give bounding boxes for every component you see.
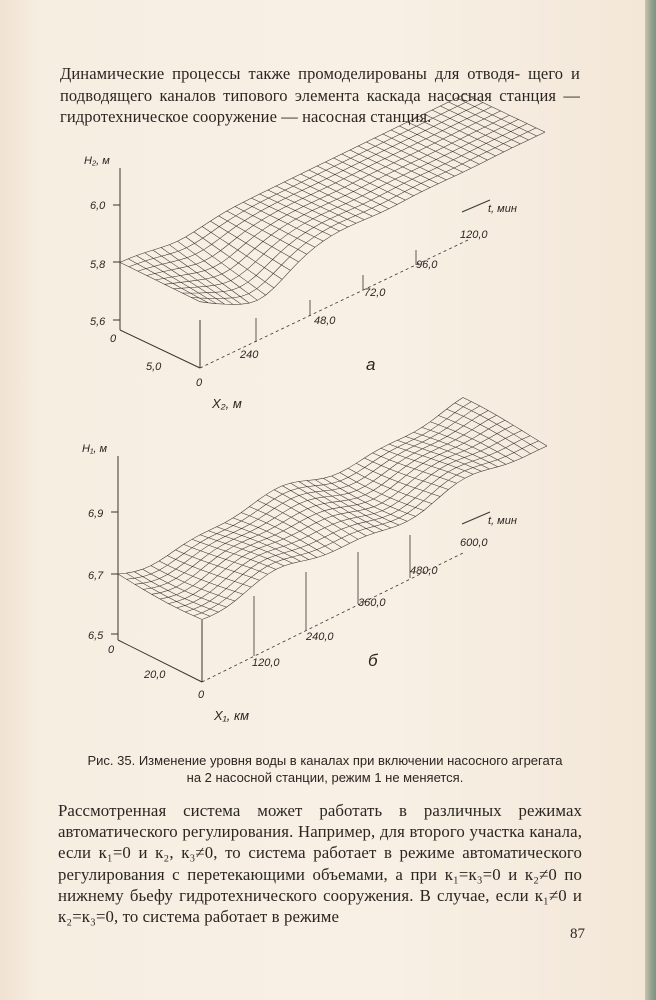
mesh-line bbox=[457, 98, 537, 136]
mesh-line bbox=[332, 476, 416, 516]
caption-line: на 2 насосной станции, режим 1 не меняется. bbox=[186, 770, 464, 785]
z-tick-label-a: 5,6 bbox=[90, 316, 106, 328]
mesh-line bbox=[186, 237, 266, 295]
mesh-line bbox=[135, 406, 480, 584]
z-tick-label-a: 5,8 bbox=[90, 259, 106, 271]
mesh-line bbox=[422, 427, 506, 464]
mesh-line bbox=[182, 124, 527, 294]
panel-letter-b: б bbox=[368, 651, 378, 670]
t-tick-label-a: 72,0 bbox=[364, 287, 386, 299]
page-number: 87 bbox=[570, 926, 585, 942]
mesh-line bbox=[432, 110, 512, 148]
mesh-line bbox=[184, 544, 268, 574]
z-axis-label-b: H₁, м bbox=[82, 443, 108, 455]
t-tick-label-b: 240,0 bbox=[306, 631, 334, 643]
panel-letter-a: а bbox=[366, 355, 376, 374]
mesh-line bbox=[136, 256, 216, 304]
mesh-line bbox=[177, 431, 522, 608]
mesh-line bbox=[118, 574, 202, 620]
mesh-line bbox=[284, 182, 364, 220]
t-axis-label-a: t, мин bbox=[488, 203, 517, 215]
mesh-line bbox=[317, 166, 397, 205]
mesh-line bbox=[399, 126, 479, 164]
x-tick-label-a: 5,0 bbox=[146, 361, 162, 373]
text-line: автоматического регулирования. Например, для второго участка bbox=[58, 822, 525, 842]
text-line: щего и подводящего каналов типового элемента каскада насосная bbox=[60, 64, 580, 105]
mesh-line bbox=[258, 501, 342, 548]
t-tick-label-a: 96,0 bbox=[416, 259, 438, 271]
t-tick-label-b: 480,0 bbox=[410, 565, 438, 577]
mesh-line bbox=[375, 138, 455, 176]
t-arrow-a bbox=[462, 200, 490, 212]
z-tick-label-b: 6,9 bbox=[88, 508, 104, 520]
t-tick-label-b: 120,0 bbox=[252, 657, 280, 669]
mesh-line bbox=[358, 146, 438, 184]
x-tick-label-b: 0 bbox=[108, 644, 115, 656]
text-line: Динамические процессы также промоделированы для отводя- bbox=[60, 64, 521, 83]
t-tick-label-a: 120,0 bbox=[460, 229, 488, 241]
text-line: автоматического регулирования с перетекающими объемами, а при bbox=[58, 843, 582, 884]
t-tick-label-b: 360,0 bbox=[358, 597, 386, 609]
mesh-line bbox=[126, 402, 471, 580]
x-tick-label-a: 0 bbox=[110, 333, 117, 345]
mesh-line bbox=[309, 170, 389, 209]
z-axis-label-a: H₂, м bbox=[84, 155, 110, 167]
mesh-line bbox=[373, 453, 457, 483]
mesh-line bbox=[217, 527, 301, 562]
mesh-line bbox=[200, 132, 545, 304]
x-tick-label-b: 20,0 bbox=[144, 669, 166, 681]
mesh-line bbox=[208, 531, 292, 564]
mesh-line bbox=[160, 420, 505, 599]
mesh-line bbox=[315, 480, 399, 525]
text-line: канала, если к₁=0 и к₂, к₃≠0, то система работает в режиме bbox=[58, 822, 582, 863]
mesh-line bbox=[260, 194, 340, 231]
mesh-line bbox=[161, 248, 241, 305]
t-tick-label-a: 240 bbox=[240, 349, 259, 361]
text-line: Рассмотренная система может работать в различных режимах bbox=[58, 801, 582, 820]
mesh-line bbox=[151, 566, 235, 601]
z-tick-label-a: 6,0 bbox=[90, 200, 106, 212]
mesh-line bbox=[156, 111, 501, 280]
t-tick-label-a: 48,0 bbox=[314, 315, 336, 327]
surface-mesh-a bbox=[120, 94, 545, 304]
mesh-line bbox=[430, 422, 514, 462]
x-axis-label-a: X₂, м bbox=[212, 396, 242, 411]
z-tick-label-b: 6,7 bbox=[88, 570, 104, 582]
t-axis-label-b: t, мин bbox=[488, 515, 517, 527]
mesh-line bbox=[440, 106, 520, 144]
t-arrow-b bbox=[462, 512, 490, 524]
mesh-line bbox=[424, 114, 504, 152]
x-tick-label-a: 0 bbox=[196, 377, 203, 389]
caption-line: Рис. 35. Изменение уровня воды в каналах при включении насосного агрегата bbox=[87, 753, 563, 768]
mesh-line bbox=[152, 415, 497, 594]
mesh-line bbox=[366, 142, 446, 180]
t-tick-label-b: 600,0 bbox=[460, 537, 488, 549]
mesh-line bbox=[153, 250, 233, 304]
mesh-line bbox=[168, 425, 513, 603]
x-tick-label-b: 0 bbox=[198, 689, 205, 701]
mesh-line bbox=[173, 119, 518, 288]
mesh-line bbox=[219, 216, 299, 262]
mesh-line bbox=[408, 122, 488, 160]
mesh-line bbox=[225, 523, 309, 560]
mesh-line bbox=[276, 186, 356, 223]
mesh-line bbox=[465, 94, 545, 132]
text-line: станция — гидротехническое сооружение — насосная станция. bbox=[60, 85, 580, 126]
text-line: к₁=к₃=0 и к₂≠0 по нижнему бьефу гидротехнического сооружения. bbox=[58, 864, 582, 905]
mesh-line bbox=[350, 150, 430, 188]
mesh-line bbox=[301, 174, 381, 213]
z-tick-label-b: 6,5 bbox=[88, 630, 104, 642]
x-axis-label-b: X₁, км bbox=[214, 708, 250, 723]
mesh-line bbox=[293, 178, 373, 216]
mesh-line bbox=[143, 569, 227, 607]
mesh-line bbox=[126, 573, 210, 616]
mesh-line bbox=[383, 134, 463, 172]
mesh-line bbox=[128, 259, 208, 303]
mesh-line bbox=[120, 262, 200, 301]
text-line: В случае, если к₁≠0 и к₂=к₃=0, то система работает в режиме bbox=[58, 885, 583, 927]
mesh-line bbox=[145, 253, 225, 304]
surface-mesh-b bbox=[118, 398, 547, 620]
paragraph-modes bbox=[58, 800, 582, 927]
mesh-line bbox=[449, 102, 529, 140]
mesh-line bbox=[391, 130, 471, 168]
figure-caption bbox=[30, 752, 620, 786]
mesh-line bbox=[227, 211, 307, 254]
mesh-line bbox=[118, 398, 463, 575]
